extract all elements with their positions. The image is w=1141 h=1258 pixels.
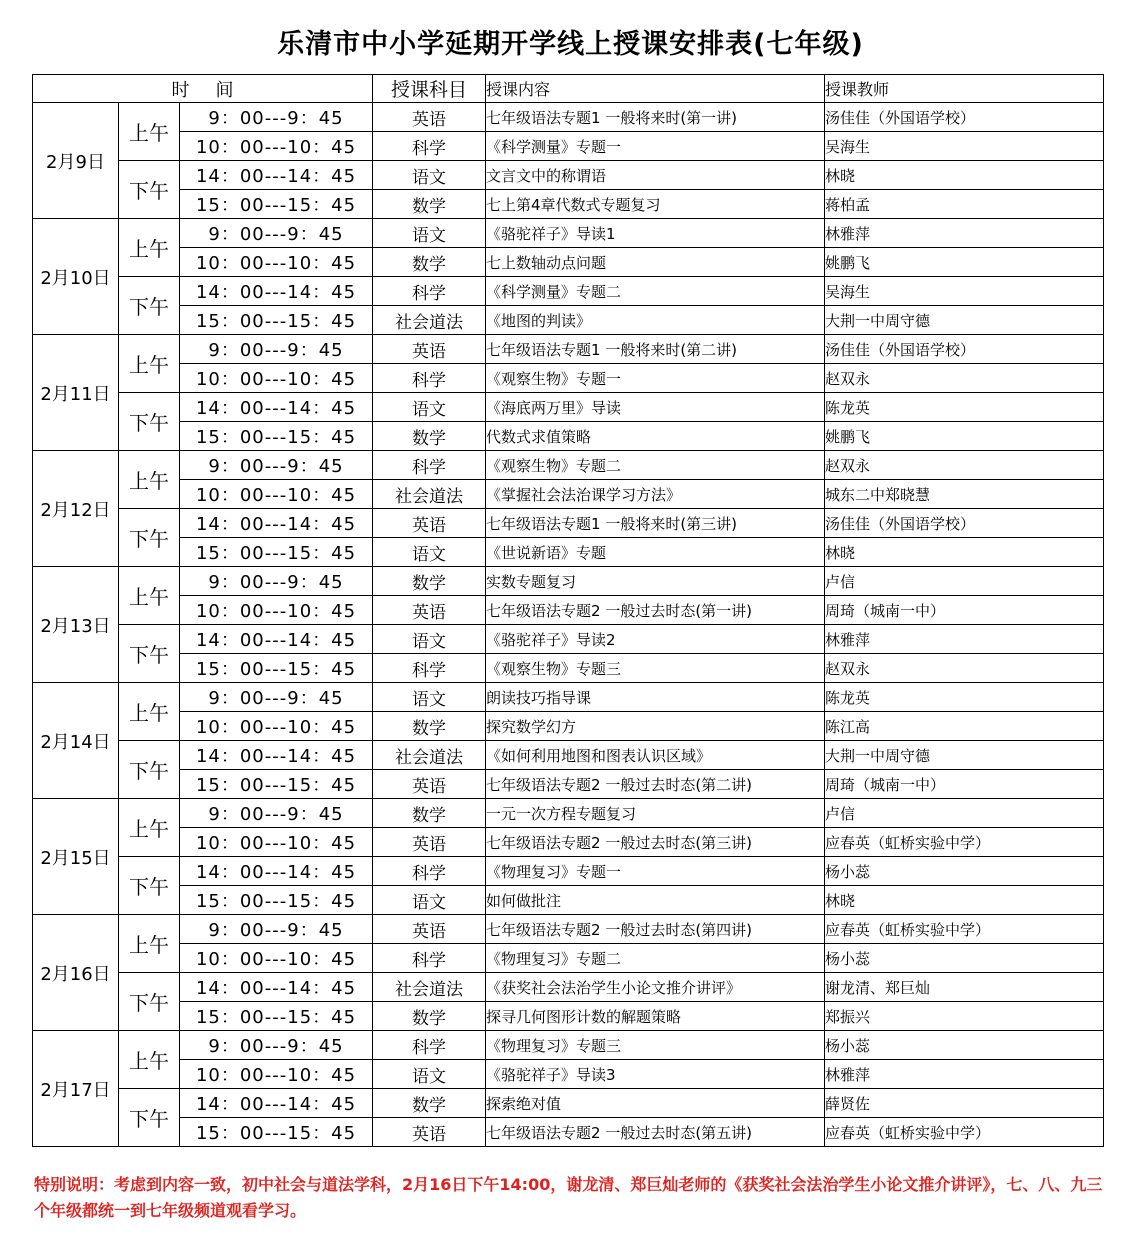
time-slot: 9：00---9：45 [180,103,373,132]
subject-cell: 语文 [373,393,486,422]
table-row [33,538,1104,567]
time-slot: 10：00---10：45 [180,248,373,277]
time-slot: 14：00---14：45 [180,161,373,190]
time-slot: 10：00---10：45 [180,364,373,393]
subject-cell: 科学 [373,857,486,886]
subject-cell: 语文 [373,161,486,190]
teacher-cell: 林雅萍 [825,625,1104,654]
subject-cell: 数学 [373,248,486,277]
time-slot: 15：00---15：45 [180,886,373,915]
subject-cell: 科学 [373,944,486,973]
table-row [33,654,1104,683]
subject-cell: 科学 [373,132,486,161]
teacher-cell: 姚鹏飞 [825,422,1104,451]
teacher-cell: 大荆一中周守德 [825,741,1104,770]
time-slot: 15：00---15：45 [180,1118,373,1147]
table-row [33,1118,1104,1147]
table-row [33,828,1104,857]
teacher-cell: 赵双永 [825,654,1104,683]
content-cell: 探索绝对值 [486,1089,825,1118]
content-cell: 《物理复习》专题一 [486,857,825,886]
teacher-cell: 大荆一中周守德 [825,306,1104,335]
subject-cell: 社会道法 [373,306,486,335]
teacher-cell: 赵双永 [825,451,1104,480]
table-row [33,973,1104,1002]
time-slot: 9：00---9：45 [180,915,373,944]
content-cell: 七年级语法专题1 一般将来时(第三讲) [486,509,825,538]
date-cell: 2月10日 [33,219,119,335]
subject-cell: 数学 [373,422,486,451]
time-slot: 15：00---15：45 [180,190,373,219]
date-cell: 2月15日 [33,799,119,915]
time-slot: 10：00---10：45 [180,944,373,973]
period-am: 上午 [119,915,180,973]
content-cell: 《世说新语》专题 [486,538,825,567]
time-slot: 9：00---9：45 [180,683,373,712]
subject-cell: 英语 [373,828,486,857]
date-cell: 2月9日 [33,103,119,219]
period-pm: 下午 [119,393,180,451]
content-cell: 七年级语法专题2 一般过去时态(第四讲) [486,915,825,944]
table-row [33,103,1104,132]
date-cell: 2月13日 [33,567,119,683]
time-slot: 10：00---10：45 [180,828,373,857]
content-cell: 《海底两万里》导读 [486,393,825,422]
subject-cell: 英语 [373,103,486,132]
table-row [33,364,1104,393]
time-slot: 10：00---10：45 [180,1060,373,1089]
content-cell: 一元一次方程专题复习 [486,799,825,828]
teacher-cell: 林晓 [825,161,1104,190]
teacher-cell: 谢龙清、郑巨灿 [825,973,1104,1002]
content-cell: 《观察生物》专题二 [486,451,825,480]
table-row [33,132,1104,161]
content-cell: 七年级语法专题1 一般将来时(第二讲) [486,335,825,364]
subject-cell: 科学 [373,451,486,480]
time-slot: 14：00---14：45 [180,857,373,886]
table-row [33,770,1104,799]
time-slot: 15：00---15：45 [180,654,373,683]
teacher-cell: 姚鹏飞 [825,248,1104,277]
table-row [33,509,1104,538]
period-pm: 下午 [119,857,180,915]
subject-cell: 科学 [373,654,486,683]
teacher-cell: 杨小蕊 [825,857,1104,886]
period-pm: 下午 [119,1089,180,1147]
table-row [33,799,1104,828]
subject-cell: 社会道法 [373,973,486,1002]
period-pm: 下午 [119,509,180,567]
subject-cell: 英语 [373,335,486,364]
schedule-table [32,74,1104,1147]
subject-cell: 语文 [373,625,486,654]
content-cell: 《地图的判读》 [486,306,825,335]
time-slot: 15：00---15：45 [180,422,373,451]
content-cell: 朗读技巧指导课 [486,683,825,712]
content-cell: 《科学测量》专题一 [486,132,825,161]
time-slot: 9：00---9：45 [180,799,373,828]
table-row [33,422,1104,451]
table-row [33,277,1104,306]
subject-cell: 英语 [373,596,486,625]
teacher-cell: 郑振兴 [825,1002,1104,1031]
time-slot: 9：00---9：45 [180,567,373,596]
time-slot: 15：00---15：45 [180,1002,373,1031]
header-subject: 授课科目 [373,75,486,103]
table-row [33,596,1104,625]
content-cell: 《观察生物》专题一 [486,364,825,393]
table-row [33,1060,1104,1089]
table-row [33,1089,1104,1118]
table-row [33,915,1104,944]
content-cell: 《物理复习》专题三 [486,1031,825,1060]
teacher-cell: 应春英（虹桥实验中学） [825,915,1104,944]
content-cell: 《骆驼祥子》导读3 [486,1060,825,1089]
teacher-cell: 汤佳佳（外国语学校） [825,103,1104,132]
teacher-cell: 赵双永 [825,364,1104,393]
teacher-cell: 周琦（城南一中） [825,596,1104,625]
table-row [33,741,1104,770]
teacher-cell: 陈龙英 [825,683,1104,712]
time-slot: 14：00---14：45 [180,277,373,306]
time-slot: 15：00---15：45 [180,538,373,567]
teacher-cell: 城东二中郑晓慧 [825,480,1104,509]
content-cell: 《科学测量》专题二 [486,277,825,306]
time-slot: 14：00---14：45 [180,973,373,1002]
subject-cell: 数学 [373,712,486,741]
time-slot: 9：00---9：45 [180,451,373,480]
subject-cell: 语文 [373,1060,486,1089]
table-row [33,712,1104,741]
date-cell: 2月12日 [33,451,119,567]
period-am: 上午 [119,103,180,161]
table-row [33,625,1104,654]
period-pm: 下午 [119,625,180,683]
teacher-cell: 林晓 [825,886,1104,915]
table-row [33,248,1104,277]
teacher-cell: 杨小蕊 [825,1031,1104,1060]
content-cell: 《观察生物》专题三 [486,654,825,683]
teacher-cell: 薛贤佐 [825,1089,1104,1118]
date-cell: 2月16日 [33,915,119,1031]
teacher-cell: 应春英（虹桥实验中学） [825,1118,1104,1147]
content-cell: 如何做批注 [486,886,825,915]
period-am: 上午 [119,219,180,277]
subject-cell: 数学 [373,1002,486,1031]
subject-cell: 科学 [373,1031,486,1060]
table-row [33,190,1104,219]
subject-cell: 数学 [373,567,486,596]
period-pm: 下午 [119,973,180,1031]
page-title: 乐清市中小学延期开学线上授课安排表(七年级) [277,29,864,60]
content-cell: 《骆驼祥子》导读1 [486,219,825,248]
subject-cell: 社会道法 [373,741,486,770]
time-slot: 10：00---10：45 [180,596,373,625]
subject-cell: 语文 [373,219,486,248]
date-cell: 2月14日 [33,683,119,799]
subject-cell: 科学 [373,364,486,393]
content-cell: 探寻几何图形计数的解题策略 [486,1002,825,1031]
subject-cell: 语文 [373,886,486,915]
table-row [33,393,1104,422]
content-cell: 代数式求值策略 [486,422,825,451]
teacher-cell: 林晓 [825,538,1104,567]
subject-cell: 社会道法 [373,480,486,509]
subject-cell: 科学 [373,277,486,306]
content-cell: 七年级语法专题2 一般过去时态(第五讲) [486,1118,825,1147]
subject-cell: 英语 [373,1118,486,1147]
time-slot: 15：00---15：45 [180,306,373,335]
time-slot: 15：00---15：45 [180,770,373,799]
content-cell: 《如何利用地图和图表认识区域》 [486,741,825,770]
period-pm: 下午 [119,277,180,335]
date-cell: 2月11日 [33,335,119,451]
table-row [33,683,1104,712]
teacher-cell: 杨小蕊 [825,944,1104,973]
subject-cell: 数学 [373,190,486,219]
subject-cell: 英语 [373,509,486,538]
time-slot: 9：00---9：45 [180,335,373,364]
subject-cell: 英语 [373,770,486,799]
teacher-cell: 陈江高 [825,712,1104,741]
table-row [33,335,1104,364]
content-cell: 《物理复习》专题二 [486,944,825,973]
content-cell: 七上第4章代数式专题复习 [486,190,825,219]
table-row [33,306,1104,335]
period-pm: 下午 [119,741,180,799]
teacher-cell: 林雅萍 [825,1060,1104,1089]
header-content: 授课内容 [486,75,825,103]
period-pm: 下午 [119,161,180,219]
subject-cell: 数学 [373,799,486,828]
teacher-cell: 吴海生 [825,277,1104,306]
teacher-cell: 汤佳佳（外国语学校） [825,509,1104,538]
teacher-cell: 蒋柏孟 [825,190,1104,219]
content-cell: 七年级语法专题2 一般过去时态(第一讲) [486,596,825,625]
special-note: 特别说明：考虑到内容一致，初中社会与道法学科，2月16日下午14:00，谢龙清、郑巨灿老师的《获奖社会法治学生小论文推介讲评》，七、八、九三个年级都统一到七年级频道观看学习。 [34,1175,1103,1220]
time-slot: 14：00---14：45 [180,509,373,538]
table-row [33,886,1104,915]
subject-cell: 语文 [373,683,486,712]
table-row [33,451,1104,480]
subject-cell: 数学 [373,1089,486,1118]
content-cell: 七年级语法专题1 一般将来时(第一讲) [486,103,825,132]
date-cell: 2月17日 [33,1031,119,1147]
table-row [33,480,1104,509]
time-slot: 14：00---14：45 [180,1089,373,1118]
content-cell: 《掌握社会法治课学习方法》 [486,480,825,509]
content-cell: 七年级语法专题2 一般过去时态(第三讲) [486,828,825,857]
time-slot: 14：00---14：45 [180,393,373,422]
header-time: 时间 [33,75,373,103]
time-slot: 10：00---10：45 [180,480,373,509]
teacher-cell: 陈龙英 [825,393,1104,422]
teacher-cell: 卢信 [825,799,1104,828]
time-slot: 9：00---9：45 [180,219,373,248]
subject-cell: 语文 [373,538,486,567]
content-cell: 《骆驼祥子》导读2 [486,625,825,654]
teacher-cell: 吴海生 [825,132,1104,161]
table-row [33,857,1104,886]
time-slot: 9：00---9：45 [180,1031,373,1060]
teacher-cell: 卢信 [825,567,1104,596]
content-cell: 《获奖社会法治学生小论文推介讲评》 [486,973,825,1002]
teacher-cell: 周琦（城南一中） [825,770,1104,799]
content-cell: 实数专题复习 [486,567,825,596]
time-slot: 10：00---10：45 [180,132,373,161]
table-row [33,944,1104,973]
time-slot: 14：00---14：45 [180,741,373,770]
header-row [33,75,1104,103]
subject-cell: 英语 [373,915,486,944]
period-am: 上午 [119,451,180,509]
table-row [33,567,1104,596]
content-cell: 七上数轴动点问题 [486,248,825,277]
time-slot: 14：00---14：45 [180,625,373,654]
teacher-cell: 林雅萍 [825,219,1104,248]
content-cell: 七年级语法专题2 一般过去时态(第二讲) [486,770,825,799]
header-teacher: 授课教师 [825,75,1104,103]
period-am: 上午 [119,1031,180,1089]
time-slot: 10：00---10：45 [180,712,373,741]
period-am: 上午 [119,335,180,393]
table-row [33,161,1104,190]
table-row [33,1031,1104,1060]
content-cell: 探究数学幻方 [486,712,825,741]
period-am: 上午 [119,567,180,625]
teacher-cell: 应春英（虹桥实验中学） [825,828,1104,857]
table-row [33,1002,1104,1031]
table-row [33,219,1104,248]
content-cell: 文言文中的称谓语 [486,161,825,190]
teacher-cell: 汤佳佳（外国语学校） [825,335,1104,364]
period-am: 上午 [119,799,180,857]
period-am: 上午 [119,683,180,741]
